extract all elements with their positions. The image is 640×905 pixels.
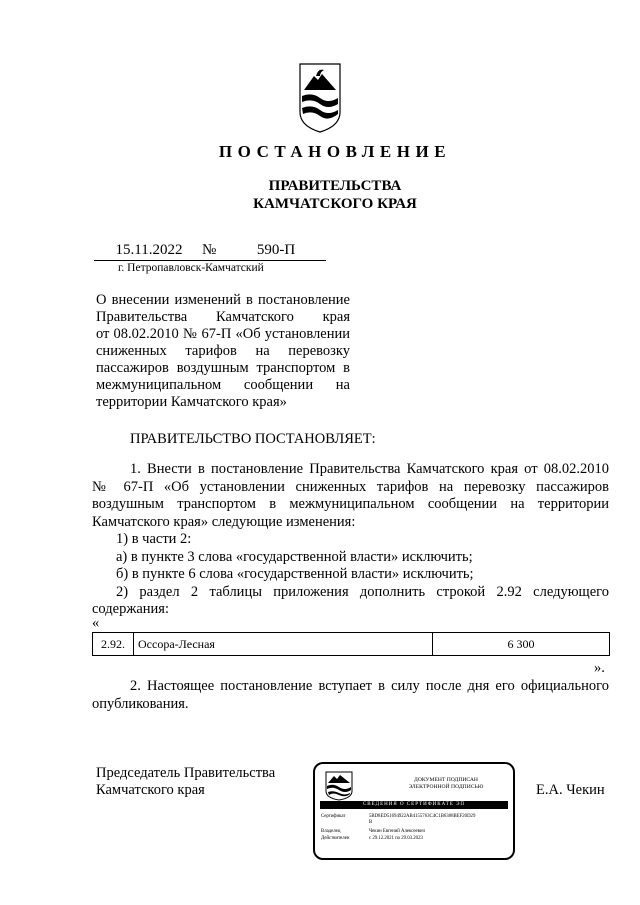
- stamp-valid-value: с 29.12.2021 по 29.03.2023: [369, 836, 423, 841]
- sub-item-1a: а) в пункте 3 слова «государственной власти» исключить;: [116, 548, 473, 565]
- resolves-heading: ПРАВИТЕЛЬСТВО ПОСТАНОВЛЯЕТ:: [130, 431, 376, 447]
- stamp-emblem-icon: [325, 771, 353, 801]
- route-name: Оссора-Лесная: [134, 633, 433, 656]
- subject-line: пассажиров воздушным транспортом в: [96, 360, 350, 376]
- document-subject: [96, 292, 350, 411]
- clause-1-line: Камчатского края» следующие изменения:: [92, 513, 356, 530]
- sub-item-1: 1) в части 2:: [116, 531, 192, 547]
- stamp-title-line: ДОКУМЕНТ ПОДПИСАН: [414, 777, 478, 783]
- clause-2: [92, 678, 609, 713]
- subject-line: сниженных тарифов на перевозку: [96, 343, 350, 359]
- clause-1-line: № 67-П «Об установлении сниженных тарифов на перевозку пассажиров: [92, 478, 609, 495]
- position-line: Камчатского края: [96, 782, 205, 798]
- subject-line: межмуниципальном сообщении на: [96, 377, 350, 393]
- subject-line: от 08.02.2010 № 67-П «Об установлении: [96, 326, 350, 342]
- stamp-owner-value: Чекин Евгений Алексеевич: [369, 829, 425, 834]
- signatory-position: [96, 765, 275, 799]
- signatory-name: Е.А. Чекин: [536, 782, 605, 798]
- e-signature-stamp: [313, 762, 515, 860]
- date-number-underline: [94, 260, 326, 261]
- clause-2-line: опубликования.: [92, 695, 189, 712]
- clause-1-line: воздушным транспортом в межмуниципальном сообщении на территории: [92, 496, 609, 512]
- sub-item-2-cont: содержания:: [92, 601, 170, 617]
- stamp-valid-label: Действителен: [321, 836, 350, 841]
- issuer-line-2: КАМЧАТСКОГО КРАЯ: [253, 196, 417, 212]
- stamp-cert-value: 5BD8ED51694922AB4155763C4C1B6388BEF20D29: [369, 814, 476, 819]
- clause-2-line: 2. Настоящее постановление вступает в силу после дня его официального: [130, 678, 609, 694]
- quote-open: «: [92, 615, 100, 631]
- clause-1: [92, 461, 609, 619]
- number-sign: №: [202, 242, 217, 258]
- stamp-owner-label: Владелец: [321, 829, 341, 834]
- clause-1-line: 1. Внести в постановление Правительства Камчатского края от 08.02.2010: [130, 461, 609, 477]
- tariff-table: [92, 632, 610, 656]
- document-city: г. Петропавловск-Камчатский: [118, 262, 264, 274]
- position-line: Председатель Правительства: [96, 765, 276, 781]
- sub-item-2: 2) раздел 2 таблицы приложения дополнить строкой 2.92 следующего: [116, 583, 609, 600]
- stamp-cert-bar: СВЕДЕНИЯ О СЕРТИФИКАТЕ ЭП: [320, 801, 508, 809]
- kamchatka-emblem-icon: [298, 62, 342, 134]
- document-number: 590-П: [256, 242, 296, 258]
- sub-item-1b: б) в пункте 6 слова «государственной власти» исключить;: [116, 566, 474, 582]
- tariff-value: 6 300: [433, 633, 610, 656]
- issuer-line-1: ПРАВИТЕЛЬСТВА: [268, 178, 402, 194]
- table-row: [93, 633, 610, 656]
- stamp-title: [381, 777, 511, 791]
- stamp-title-line: ЭЛЕКТРОННОЙ ПОДПИСЬЮ: [408, 784, 484, 790]
- stamp-cert-label: Сертификат: [321, 814, 346, 819]
- row-number: 2.92.: [93, 633, 134, 656]
- quote-close: ».: [594, 660, 605, 676]
- subject-line: О внесении изменений в постановление: [96, 292, 350, 308]
- subject-line: Правительства Камчатского края: [96, 309, 350, 325]
- subject-line: территории Камчатского края»: [96, 394, 287, 410]
- document-type: ПОСТАНОВЛЕНИЕ: [218, 142, 452, 161]
- document-date: 15.11.2022: [115, 242, 183, 258]
- stamp-cert-value-2: B: [369, 820, 373, 825]
